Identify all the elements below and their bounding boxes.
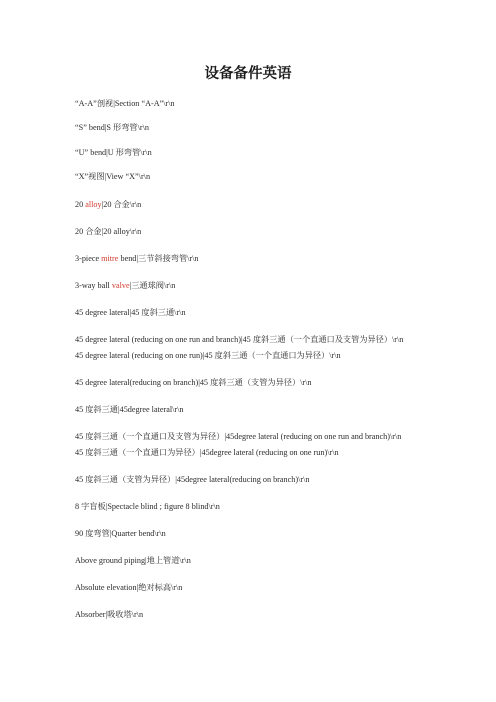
page-title: 设备备件英语: [204, 66, 292, 82]
text-line: 45 degree lateral|45 度斜三通\r\n: [75, 308, 186, 317]
text-line: 45 度斜三通（一个直通口及支管为异径）|45degree lateral (reducing on one run and branch)\r\n: [75, 432, 402, 441]
text-line: 45 degree lateral(reducing on branch)|45 度斜三通（支管为异径）\r\n: [75, 378, 312, 387]
text-line: 45 度斜三通（一个直通口为异径）|45degree lateral (reducing on one run)\r\n: [75, 448, 339, 457]
text-line: Absorber|吸收塔\r\n: [75, 610, 144, 619]
text-line: 45 度斜三通|45degree lateral\r\n: [75, 405, 184, 414]
text-line: 8 字盲板|Spectacle blind ; figure 8 blind\r\n: [75, 502, 220, 511]
text-line: 20 alloy|20 合金\r\n: [75, 200, 142, 209]
text-line: 20 合金|20 alloy\r\n: [75, 227, 142, 236]
text-line: “X”视图|View “X”\r\n: [75, 172, 151, 181]
text-line: “A-A”剖视|Section “A-A”\r\n: [75, 99, 175, 108]
text-line: 45 degree lateral (reducing on one run)|45 度斜三通（一个直通口为异径）\r\n: [75, 351, 341, 360]
text-line: “S” bend|S 形弯管\r\n: [75, 123, 149, 132]
highlighted-word: mitre: [101, 254, 119, 263]
highlighted-word: alloy: [85, 200, 102, 209]
text-line: Absolute elevation|绝对标高\r\n: [75, 583, 183, 592]
text-line: Above ground piping|地上管道\r\n: [75, 556, 191, 565]
text-line: 3-piece mitre bend|三节斜接弯管\r\n: [75, 254, 199, 263]
text-line: “U” bend|U 形弯管\r\n: [75, 148, 152, 157]
text-line: 45 degree lateral (reducing on one run and branch)|45 度斜三通（一个直通口及支管为异径）\r\n: [75, 335, 404, 344]
text-line: 90 度弯管|Quarter bend\r\n: [75, 529, 166, 538]
highlighted-word: valve: [111, 281, 130, 290]
text-line: 45 度斜三通（支管为异径）|45degree lateral(reducing on branch)\r\n: [75, 475, 310, 484]
text-line: 3-way ball valve|三通球阀\r\n: [75, 281, 176, 290]
